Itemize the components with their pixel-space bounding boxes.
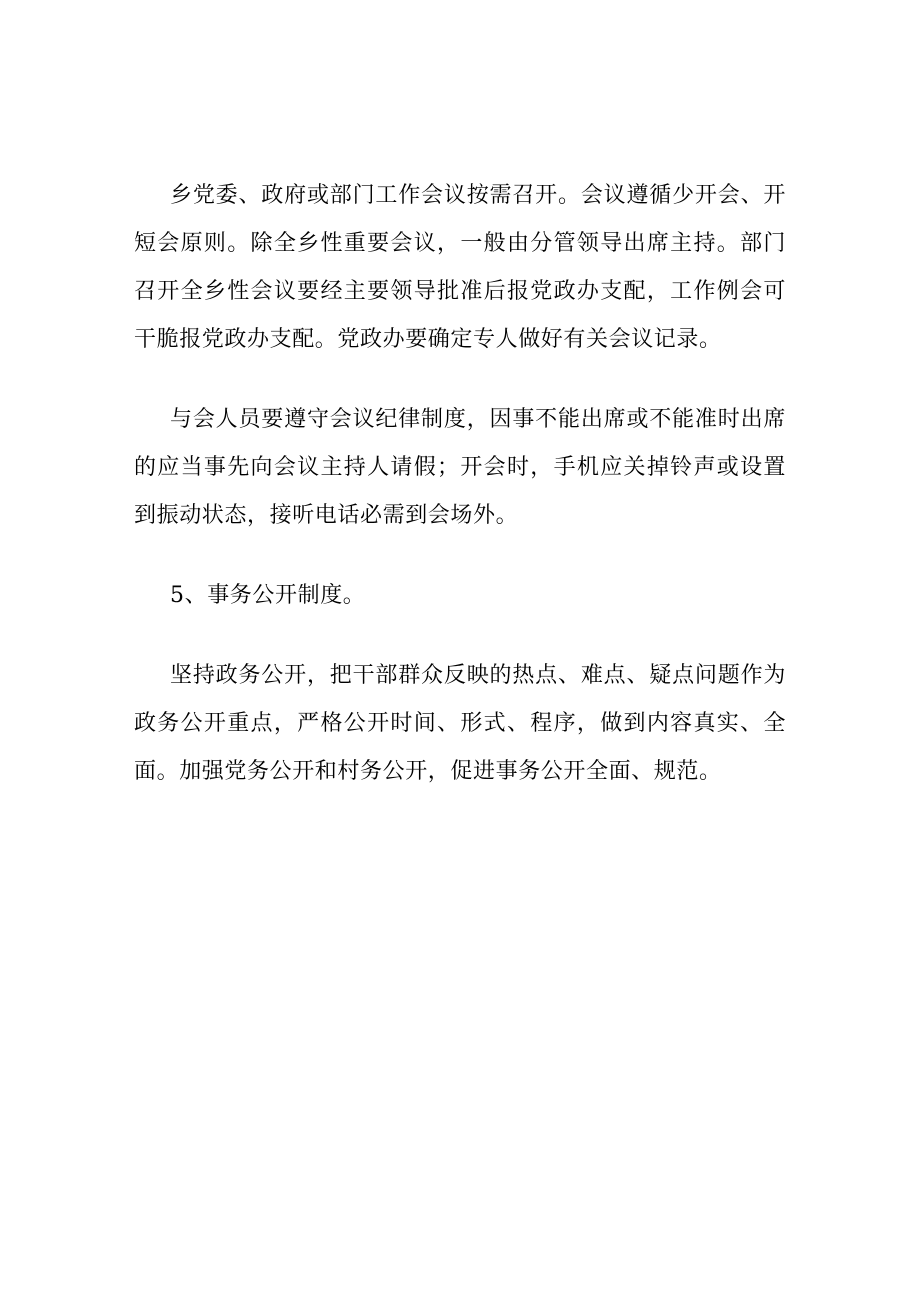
section-heading-affairs-disclosure: 5、事务公开制度。 [170,583,366,608]
paragraph-meeting-rules: 乡党委、政府或部门工作会议按需召开。会议遵循少开会、开短会原则。除全乡性重要会议，一般由分管领导出席主持。部门召开全乡性会议要经主要领导批准后报党政办支配，工作例会可干脆报党政办支配。党政办要确定专人做好有关会议记录。 [134,183,786,352]
document-body [134,172,786,828]
paragraph-attendee-discipline: 与会人员要遵守会议纪律制度，因事不能出席或不能准时出席的应当事先向会议主持人请假；开会时，手机应关掉铃声或设置到振动状态，接听电话必需到会场外。 [134,407,786,528]
paragraph-affairs-disclosure: 坚持政务公开，把干部群众反映的热点、难点、疑点问题作为政务公开重点，严格公开时间、形式、程序，做到内容真实、全面。加强党务公开和村务公开，促进事务公开全面、规范。 [134,663,786,784]
